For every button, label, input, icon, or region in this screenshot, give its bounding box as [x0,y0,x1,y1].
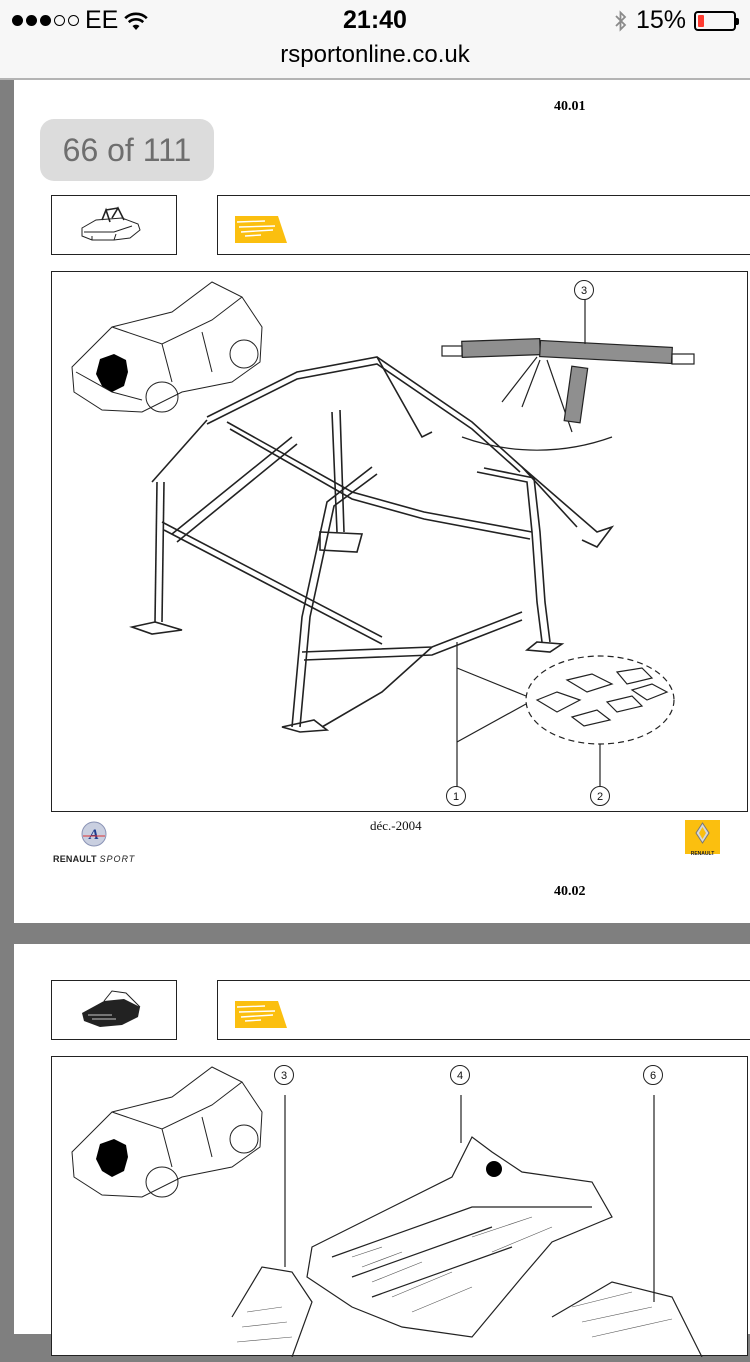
callout-4: 4 [450,1065,470,1085]
browser-url-bar[interactable] [0,40,750,80]
section-title-band [217,980,750,1040]
section-icon-box [51,980,177,1040]
callout-2: 2 [590,786,610,806]
clock: 21:40 [343,6,407,34]
padding-detail [442,292,694,450]
pdf-page-40-01 [14,80,750,923]
page-number: 40.02 [554,884,586,899]
pdf-page-40-02 [14,944,750,1334]
footer-date: déc.-2004 [370,818,422,833]
section-icon-box [51,195,177,255]
page-counter: 66 of 111 [40,119,214,181]
status-bar [0,0,750,40]
page-number: 40.01 [554,99,586,114]
callout-1: 1 [446,786,466,806]
floor-pan-illustration [52,1057,749,1357]
yellow-stripes-icon [235,1001,289,1029]
callout-6: 6 [643,1065,663,1085]
roll-cage-illustration [52,272,749,813]
roll-cage-diagram [51,271,748,812]
battery-icon [694,11,736,31]
carrier-label: EE [85,6,119,34]
car-rollcage-outline-icon [52,196,176,254]
battery-percent: 15% [635,6,686,34]
car-body-shell-icon [52,981,176,1039]
renault-diamond-icon [685,820,720,846]
callout-3: 3 [274,1065,294,1085]
alpine-logo-icon [79,820,109,850]
callout-3: 3 [574,280,594,300]
renault-sport-logo: RENAULT SPORT [53,854,136,864]
yellow-stripes-icon [235,216,289,244]
renault-logo: RENAULT [685,820,720,854]
section-title-band [217,195,750,255]
mounting-brackets [457,642,674,787]
url-text[interactable]: rsportonline.co.uk [280,41,470,68]
car-location-icon [72,282,262,412]
floor-pan-diagram [51,1056,748,1356]
svg-text:A: A [88,827,100,843]
bluetooth-icon [614,9,628,33]
